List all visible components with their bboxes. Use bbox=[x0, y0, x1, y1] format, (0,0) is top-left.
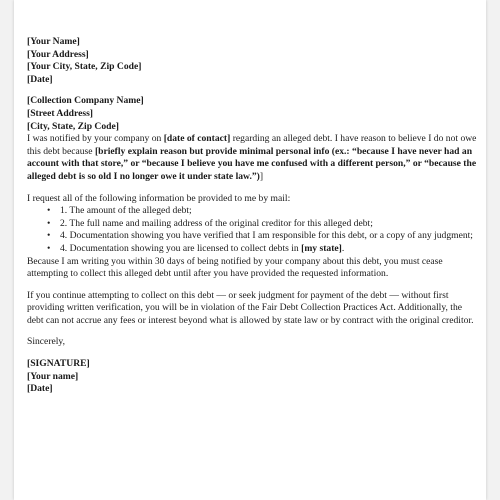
recipient-company: [Collection Company Name] bbox=[27, 95, 144, 107]
closing: Sincerely, bbox=[27, 336, 66, 348]
p1-text-1: I was notified by your company on bbox=[27, 133, 164, 145]
list-item: • 4. Documentation showing you have verified that I am responsible for this debt, or a copy of any judgment; bbox=[27, 230, 477, 243]
sender-address: [Your Address] bbox=[27, 48, 89, 60]
list-item bbox=[27, 243, 477, 256]
p1-text-3: ] bbox=[259, 170, 264, 182]
list-item: • 1. The amount of the alleged debt; bbox=[27, 205, 477, 218]
date-of-contact: [date of contact] bbox=[163, 133, 231, 145]
letter-page bbox=[14, 0, 486, 500]
sender-name: [Your Name] bbox=[27, 36, 80, 47]
p1-text-2: regarding an alleged debt. I have reason to believe I do not owe this debt because bbox=[27, 133, 477, 157]
letter-body bbox=[27, 36, 477, 396]
request-list bbox=[27, 205, 477, 255]
recipient-city: [City, State, Zip Code] bbox=[27, 120, 119, 132]
paragraph-notification bbox=[27, 133, 477, 183]
sender-city: [Your City, State, Zip Code] bbox=[27, 61, 142, 73]
list-item-end: . bbox=[341, 242, 345, 254]
reason-placeholder: [briefly explain reason but provide minimal personal info (ex.: “because I have never had an account with that store,” or “because I believe you have me confused with a different person,” or “because the alleged debt is so old I no longer owe it under state law.”) bbox=[27, 145, 477, 182]
recipient-street: [Street Address] bbox=[27, 107, 93, 119]
my-state: [my state] bbox=[301, 242, 342, 254]
signature-block bbox=[27, 358, 477, 396]
sender-block bbox=[27, 36, 477, 86]
paragraph-request: I request all of the following information be provided to me by mail: bbox=[27, 192, 291, 204]
paragraph-cease: Because I am writing you within 30 days of being notified by your company about this debt, you must cease attempting to collect this alleged debt until after you have provided the requested information. bbox=[27, 255, 443, 280]
signature-name: [Your name] bbox=[27, 370, 79, 382]
list-item-text: 4. Documentation showing you are licensed to collect debts in bbox=[60, 242, 302, 254]
sender-date: [Date] bbox=[27, 73, 53, 85]
signature-date: [Date] bbox=[27, 383, 53, 395]
recipient-block bbox=[27, 95, 477, 133]
signature-line: [SIGNATURE] bbox=[27, 358, 90, 370]
list-item: • 2. The full name and mailing address of the original creditor for this alleged debt; bbox=[27, 218, 477, 231]
paragraph-violation: If you continue attempting to collect on this debt — or seek judgment for payment of the debt — without first providing written verification, you will be in violation of the Fair Debt Collection Practices Act. Additionally, the debt can not accrue any fees or interest beyond what is allowed by state law or by contract with the original creditor. bbox=[27, 289, 474, 326]
